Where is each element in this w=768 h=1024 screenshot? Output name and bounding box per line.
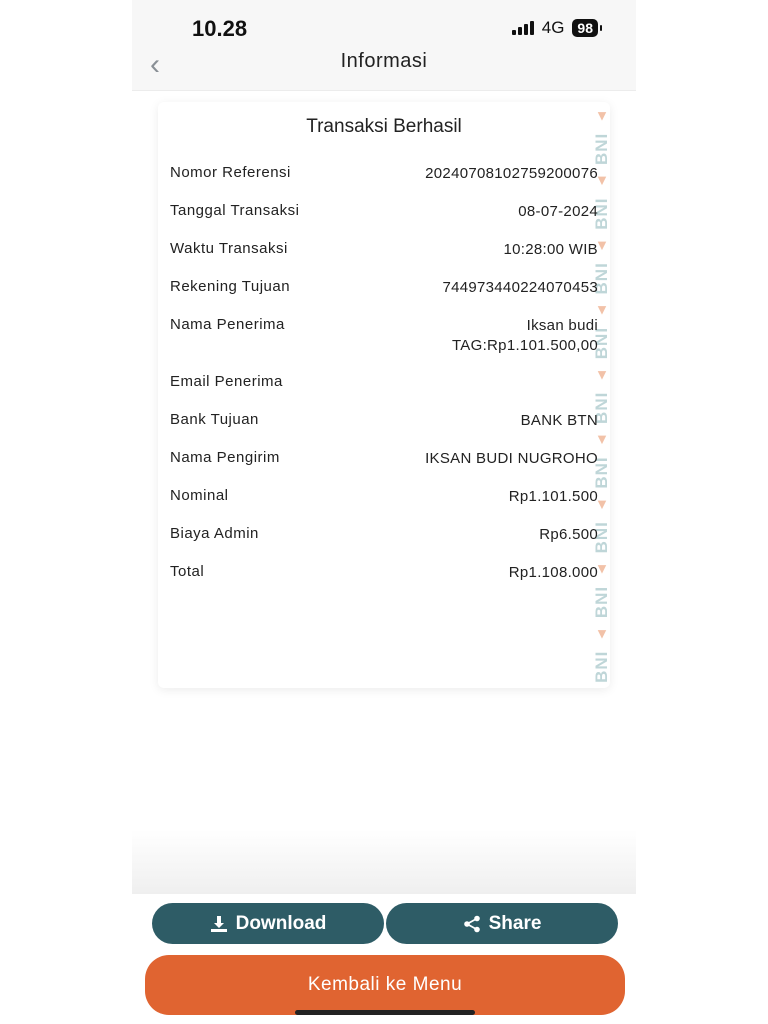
receipt-row [170, 525, 598, 563]
receipt-row [170, 449, 598, 487]
back-to-menu-label: Kembali ke Menu [307, 974, 463, 995]
receipt-row-value [509, 563, 598, 601]
chevron-left-icon[interactable]: ‹ [150, 48, 160, 81]
receipt-row [170, 563, 598, 601]
share-button[interactable] [386, 903, 618, 944]
page-title: Informasi [340, 50, 428, 72]
receipt-row-value-line: Rp1.108.000 [508, 564, 598, 581]
receipt-row-label: Biaya Admin [170, 525, 259, 542]
receipt-row-value [518, 202, 598, 240]
receipt-row-value-line: 10:28:00 WIB [503, 241, 598, 258]
receipt-row-value-line: 744973440224070453 [442, 279, 598, 296]
network-label: 4G [541, 18, 565, 37]
download-icon [210, 915, 228, 933]
receipt-row [170, 202, 598, 240]
receipt-row-value-line: Rp6.500 [539, 526, 598, 543]
receipt-rows [170, 164, 598, 601]
home-indicator[interactable] [295, 1010, 475, 1015]
receipt-row-value [504, 240, 599, 278]
download-label: Download [235, 912, 327, 934]
status-indicators [512, 18, 598, 38]
receipt-row [170, 373, 598, 411]
status-time: 10.28 [192, 16, 248, 41]
receipt-row-value-line: 08-07-2024 [518, 203, 598, 220]
download-button[interactable] [152, 903, 384, 944]
receipt-card [158, 102, 610, 688]
signal-icon [512, 21, 534, 35]
battery-icon: 98 [572, 19, 598, 37]
receipt-row [170, 240, 598, 278]
receipt-row-label: Nominal [170, 487, 229, 504]
receipt-row-value-line: 20240708102759200076 [425, 165, 598, 182]
receipt-row [170, 278, 598, 316]
receipt-row-label: Email Penerima [170, 373, 283, 390]
receipt-row-value-line: Iksan budi [526, 317, 598, 334]
receipt-row-value [425, 164, 598, 202]
receipt-row [170, 316, 598, 373]
receipt-row-label: Nomor Referensi [170, 164, 291, 181]
receipt-row-label: Tanggal Transaksi [170, 202, 300, 219]
receipt-row-value [509, 487, 598, 525]
receipt-row-label: Nama Penerima [170, 316, 285, 333]
receipt-row-value-line: BANK BTN [520, 412, 598, 429]
receipt-row-label: Bank Tujuan [170, 411, 259, 428]
receipt-row-label: Total [170, 563, 205, 580]
screen [132, 0, 636, 1024]
receipt-row-value [442, 278, 598, 316]
receipt-title: Transaksi Berhasil [306, 116, 462, 137]
receipt-row-value-line: Rp1.101.500 [508, 488, 598, 505]
receipt-row [170, 164, 598, 202]
receipt-row [170, 411, 598, 449]
back-to-menu-button[interactable] [145, 955, 625, 1015]
receipt-row-value [521, 411, 598, 449]
app-header [132, 50, 636, 91]
action-buttons [152, 903, 618, 944]
bottom-fade [132, 830, 636, 894]
receipt-row-value [539, 525, 598, 563]
receipt-row [170, 487, 598, 525]
receipt-row-value [425, 449, 598, 487]
receipt-row-label: Rekening Tujuan [170, 278, 291, 295]
status-bar [132, 0, 636, 50]
bni-watermark-text: BNI ▴ BNI ▴ BNI ▴ BNI ▴ BNI ▴ BNI ▴ BNI ▴ BNI ▴ BNI ▴ [592, 106, 611, 683]
receipt-row-value [452, 316, 598, 373]
share-label: Share [488, 912, 542, 934]
share-icon [463, 915, 481, 933]
receipt-row-value-line: IKSAN BUDI NUGROHO [425, 450, 598, 467]
receipt-row-value-line: TAG:Rp1.101.500,00 [451, 337, 598, 354]
receipt-row-label: Waktu Transaksi [170, 240, 288, 257]
receipt-row-label: Nama Pengirim [170, 449, 280, 466]
